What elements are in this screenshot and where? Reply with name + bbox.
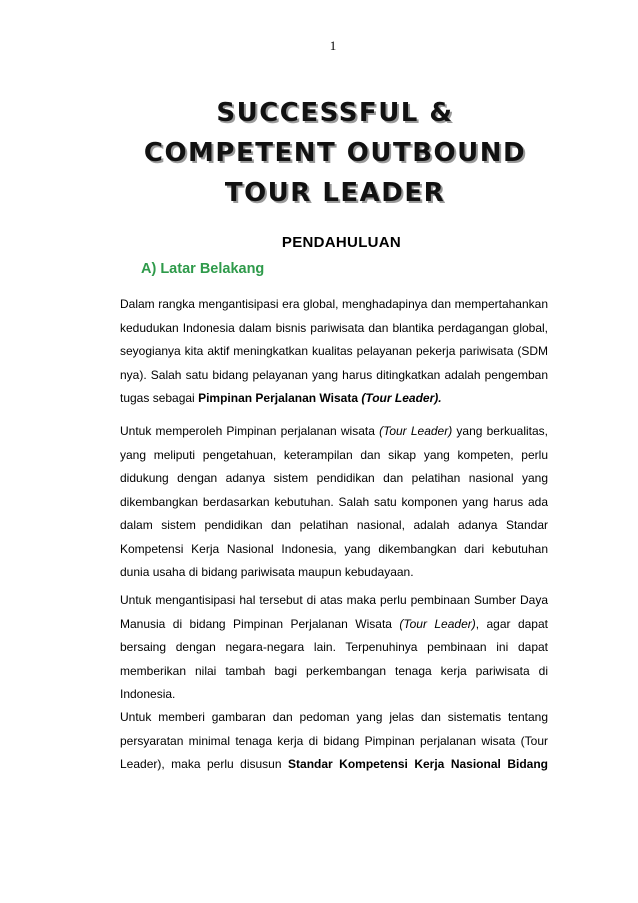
paragraph-1-text: Dalam rangka mengantisipasi era global, menghadapinya dan mempertahankan kedudukan Indonesia dalam bisnis pariwisata dan blantika perdagangan global, seyogianya kita aktif meningkatkan kualitas pelayanan pekerja pariwisata (SDM nya). Salah satu bidang pelayanan yang harus ditingkatkan adalah pengemban tugas sebagai [120, 297, 548, 405]
paragraph-2-italic: (Tour Leader) [379, 424, 453, 438]
paragraph-3-text-b: , agar dapat bersaing dengan negara-negara lain. Terpenuhinya pembinaan ini dapat memberikan nilai tambah bagi perkembangan tenaga kerja pariwisata di Indonesia. [120, 616, 548, 701]
title-line-2: COMPETENT OUTBOUND [143, 138, 527, 168]
paragraph-2 [120, 420, 548, 585]
paragraph-1-bold: Pimpinan Perjalanan Wisata [198, 391, 362, 405]
section-heading: PENDAHULUAN [281, 234, 402, 251]
paragraph-1 [120, 293, 548, 411]
paragraph-3 [120, 589, 548, 707]
subsection-heading: A) Latar Belakang [141, 261, 265, 277]
paragraph-1-bold-italic: (Tour Leader). [361, 391, 442, 405]
title-line-1: SUCCESSFUL & [216, 98, 454, 128]
title-line-3: TOUR LEADER [224, 178, 446, 208]
paragraph-4 [120, 706, 548, 777]
paragraph-2-text-a: Untuk memperoleh Pimpinan perjalanan wisata [120, 424, 380, 438]
paragraph-4-bold: Standar Kompetensi Kerja Nasional Bidang [288, 757, 548, 771]
page-number: 1 [329, 38, 337, 53]
paragraph-2-text-b: yang berkualitas, yang meliputi pengetahuan, keterampilan dan sikap yang kompeten, perlu didukung dengan adanya sistem pendidikan dan pelatihan nasional yang dikembangkan berdasarkan kebutuhan. Salah satu komponen yang harus ada dalam sistem pendidikan dan pelatihan nasional, adalah adanya Standar Kompetensi Kerja Nasional Indonesia, yang dikembangkan dari kebutuhan dunia usaha di bidang pariwisata maupun kebudayaan. [120, 424, 548, 579]
document-title [110, 93, 560, 213]
paragraph-4-text: Untuk memberi gambaran dan pedoman yang jelas dan sistematis tentang persyaratan minimal tenaga kerja di bidang Pimpinan perjalanan wisata (Tour Leader), maka perlu disusun [120, 710, 548, 771]
paragraph-3-text-a: Untuk mengantisipasi hal tersebut di atas maka perlu pembinaan Sumber Daya Manusia di bidang Pimpinan Perjalanan Wisata [120, 593, 548, 631]
paragraph-3-italic: (Tour Leader) [399, 616, 476, 631]
